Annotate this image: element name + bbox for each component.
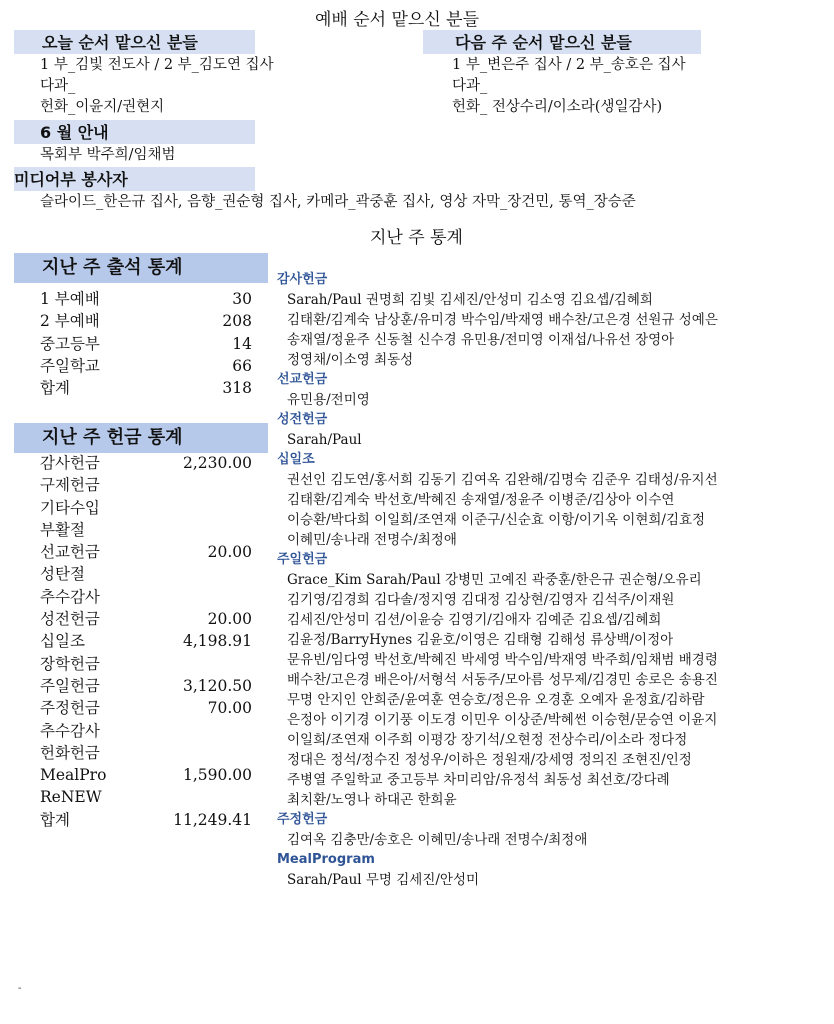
stat-value: 14 — [232, 334, 252, 353]
donor-line: 은정아 이기경 이기풍 이도경 이민우 이상준/박혜썬 이승현/문승연 이윤지 — [287, 712, 718, 728]
donor-line: 김기영/김경희 김다솔/정지영 김대정 김상현/김영자 김석주/이재원 — [287, 592, 675, 608]
stat-row — [40, 675, 252, 697]
stat-label: 장학헌금 — [40, 654, 100, 673]
donor-names — [277, 290, 718, 370]
stat-label: 주일학교 — [40, 356, 100, 375]
stat-row — [40, 541, 252, 563]
stat-row — [40, 519, 252, 541]
stat-row — [40, 786, 252, 808]
next-week-block — [452, 55, 686, 118]
media-header: 미디어부 봉사자 — [14, 167, 255, 191]
june-header: 6 월 안내 — [14, 120, 255, 144]
stat-row — [40, 809, 252, 831]
this-week-line: 다과_ — [40, 78, 76, 94]
stat-value: 66 — [232, 356, 252, 375]
donor-line: 김여옥 김충만/송호은 이혜민/송나래 전명수/최정애 — [287, 832, 588, 848]
donor-line: 문유빈/임다영 박선호/박혜진 박세영 박수임/박재영 박주희/임채범 배경령 — [287, 652, 718, 668]
donor-line: 이혜민/송나래 전명수/최정애 — [287, 532, 457, 548]
stat-row — [40, 697, 252, 719]
donor-line: Sarah/Paul 무명 김세진/안성미 — [287, 872, 480, 888]
this-week-block — [40, 55, 274, 118]
donor-category: 주일헌금 — [277, 552, 328, 567]
donor-line: 정대은 정석/정수진 정성우/이하은 정원재/강세영 정의진 조현진/인정 — [287, 752, 692, 768]
page-title: 예배 순서 맡으신 분들 — [315, 10, 480, 30]
stat-row — [40, 377, 252, 399]
donor-line: 무명 안지인 안희준/윤여훈 연승호/정은유 오경훈 오예자 윤정효/김하람 — [287, 692, 705, 708]
stat-label: 1 부예배 — [40, 290, 100, 308]
offering-table — [40, 452, 252, 831]
stat-value: 2,230.00 — [182, 454, 252, 472]
stat-label: 추수감사 — [40, 721, 100, 740]
stat-value: 3,120.50 — [182, 676, 252, 695]
stat-value: 20.00 — [207, 543, 252, 562]
donor-line: 최치환/노영나 하대곤 한희윤 — [287, 792, 457, 808]
donor-line: 김세진/안성미 김션/이윤승 김영기/김애자 김예준 김요셉/김혜희 — [287, 612, 662, 628]
june-line: 목회부 박주희/임채범 — [40, 147, 176, 163]
donor-line: 이승환/박다희 이일희/조연재 이준구/신순효 이항/이기옥 이현희/김효정 — [287, 512, 706, 528]
stat-value: 1,590.00 — [182, 766, 252, 785]
stat-value: 20.00 — [207, 610, 252, 629]
this-week-line: 헌화_이윤지/권현지 — [40, 99, 165, 115]
donor-line: 김윤정/BarryHynes 김윤호/이영은 김태형 김해성 류상백/이정아 — [287, 632, 674, 648]
stat-row — [40, 764, 252, 786]
stat-label: 성탄절 — [40, 565, 85, 584]
donor-line: 김태환/김계숙 박선호/박혜진 송재열/정윤주 이병준/김상아 이수연 — [287, 492, 675, 508]
stat-row — [40, 653, 252, 675]
donor-line: Grace_Kim Sarah/Paul 강병민 고예진 곽중훈/한은규 권순형/오유리 — [287, 572, 702, 588]
next-week-line: 헌화_ 전상수리/이소라(생일감사) — [452, 99, 663, 115]
donor-line: 송재열/정윤주 신동철 신수경 유민용/전미영 이재섭/나유선 장영아 — [287, 332, 675, 348]
donor-names — [277, 470, 718, 550]
donor-names — [277, 430, 718, 450]
stat-label: 선교헌금 — [40, 543, 100, 562]
donor-category: 선교헌금 — [277, 372, 328, 387]
stat-row — [40, 497, 252, 519]
stat-label: 십일조 — [40, 632, 85, 651]
donor-category: 주정헌금 — [277, 812, 328, 827]
offering-header: 지난 주 헌금 통계 — [14, 423, 268, 453]
stat-label: 추수감사 — [40, 587, 100, 606]
donor-category: 감사헌금 — [277, 272, 328, 287]
next-week-line: 다과_ — [452, 78, 488, 94]
stat-label: 합계 — [40, 379, 70, 398]
donor-category: MealProgram — [277, 852, 375, 867]
donor-line: Sarah/Paul — [287, 432, 362, 448]
stat-value: 11,249.41 — [173, 810, 252, 829]
stats-title: 지난 주 통계 — [370, 228, 463, 248]
donor-line: 유민용/전미영 — [287, 392, 370, 408]
donor-line: 권선인 김도연/홍서희 김동기 김여옥 김완해/김명숙 김준우 김태성/유지선 — [287, 472, 718, 488]
stat-label: 감사헌금 — [40, 454, 100, 472]
donor-line: 배수찬/고은경 배은아/서형석 서동주/모아름 성무제/김경민 송로은 송용진 — [287, 672, 718, 688]
donor-category: 성전헌금 — [277, 412, 328, 427]
stat-label: 성전헌금 — [40, 610, 100, 629]
stat-value: 70.00 — [207, 699, 252, 718]
stat-row — [40, 720, 252, 742]
donor-names — [277, 570, 718, 810]
stat-row — [40, 452, 252, 474]
donor-line: 정영채/이소영 최동성 — [287, 352, 414, 368]
donor-list — [277, 270, 718, 890]
donor-line: 김태환/김계숙 남상훈/유미경 박수임/박재영 배수찬/고은경 선원규 성예은 — [287, 312, 718, 328]
stat-row — [40, 630, 252, 652]
donor-line: 주병열 주일학교 중고등부 차미리암/유정석 최동성 최선호/강다례 — [287, 772, 670, 788]
stat-label: 기타수입 — [40, 498, 100, 517]
donor-names — [277, 870, 718, 890]
stat-label: 부활절 — [40, 520, 85, 539]
stat-label: 구제헌금 — [40, 476, 100, 495]
media-line: 슬라이드_한은규 집사, 음향_권순형 집사, 카메라_곽중훈 집사, 영상 자막_장건민, 통역_장승준 — [40, 194, 636, 210]
attendance-header: 지난 주 출석 통계 — [14, 253, 268, 283]
stat-value: 318 — [222, 379, 252, 398]
stat-row — [40, 474, 252, 496]
this-week-line: 1 부_김빛 전도사 / 2 부_김도연 집사 — [40, 57, 274, 73]
attendance-table — [40, 288, 252, 399]
stat-label: 합계 — [40, 810, 70, 829]
stat-row — [40, 355, 252, 377]
stat-label: 헌화헌금 — [40, 743, 100, 762]
stat-label: ReNEW — [40, 788, 102, 807]
stat-label: 2 부예배 — [40, 312, 100, 331]
donor-category: 십일조 — [277, 452, 315, 467]
donor-names — [277, 390, 718, 410]
stat-label: 주일헌금 — [40, 676, 100, 695]
stat-row — [40, 586, 252, 608]
next-week-header: 다음 주 순서 맡으신 분들 — [423, 30, 701, 54]
stat-row — [40, 288, 252, 310]
stat-row — [40, 608, 252, 630]
donor-line: Sarah/Paul 권명희 김빛 김세진/안성미 김소영 김요셉/김혜희 — [287, 292, 653, 308]
stat-value: 30 — [232, 290, 252, 308]
stat-row — [40, 333, 252, 355]
donor-line: 이일희/조연재 이주희 이평강 장기석/오현정 전상수리/이소라 정다정 — [287, 732, 688, 748]
stat-value: 4,198.91 — [182, 632, 252, 651]
stat-label: MealPro — [40, 766, 107, 785]
stat-row — [40, 742, 252, 764]
stat-value: 208 — [222, 312, 252, 331]
donor-names — [277, 830, 718, 850]
stat-label: 주정헌금 — [40, 699, 100, 718]
stat-row — [40, 310, 252, 332]
next-week-line: 1 부_변은주 집사 / 2 부_송호은 집사 — [452, 57, 686, 73]
this-week-header: 오늘 순서 맡으신 분들 — [14, 30, 255, 54]
stat-row — [40, 563, 252, 585]
footer-mark: - — [18, 983, 22, 994]
stat-label: 중고등부 — [40, 334, 100, 353]
